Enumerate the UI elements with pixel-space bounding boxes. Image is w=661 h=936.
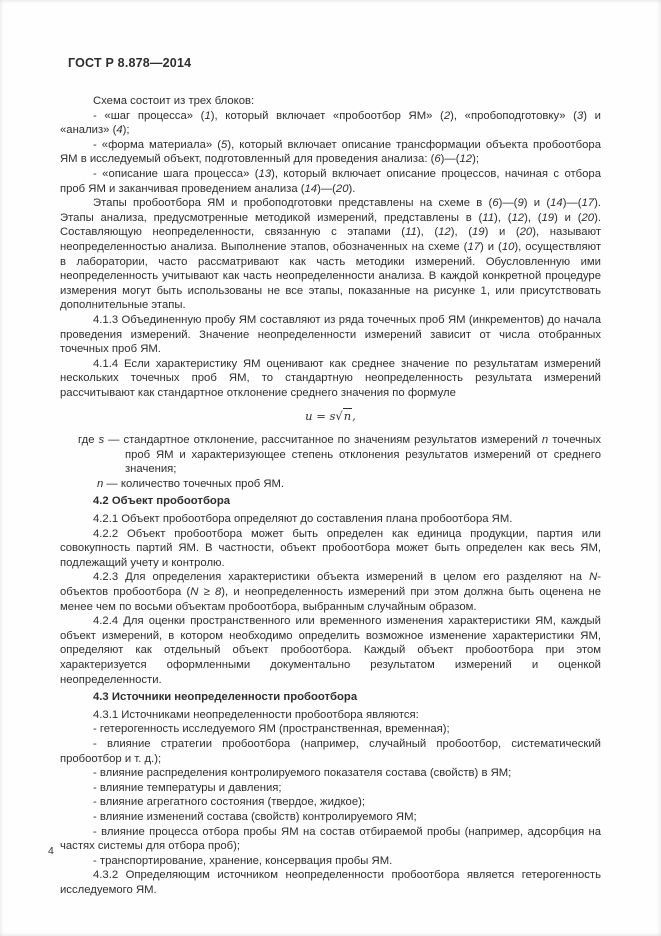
section-heading: 4.3 Источники неопределенности пробоотбора <box>93 691 358 704</box>
paragraph: - «форма материала» (5), который включает описание трансформации объекта пробоотбора ЯМ в исследуемый объект, подготовленный для проведения анализа: (6)—(12); <box>60 138 601 166</box>
paragraph: - влияние распределения контролируемого показателя состава (свойств) в ЯМ; <box>93 767 512 780</box>
paragraph: - влияние агрегатного состояния (твердое, жидкое); <box>93 796 366 809</box>
paragraph: 4.1.3 Объединенную пробу ЯМ составляют из ряда точечных проб ЯМ (инкрементов) до начала проведения измерений. Значение неопределенности измерений зависит от числа отобранных точечных проб ЯМ. <box>60 313 601 356</box>
paragraph: Схема состоит из трех блоков: <box>93 95 255 107</box>
paragraph: - «описание шага процесса» (13), который включает описание процессов, начиная с отбора проб ЯМ и заканчивая проведением анализа (14)—(20). <box>60 167 601 195</box>
paragraph: - влияние изменений состава (свойств) контролируемого ЯМ; <box>93 810 417 823</box>
section-heading: 4.2 Объект пробоотбора <box>93 495 231 508</box>
paragraph: 4.2.3 Для определения характеристики объекта измерений в целом его разделяют на N-объектов пробоотбора (N ≥ 8), и неопределенность измерений при этом должна быть оценена не менее чем по восьми объектам пробоотбора, выбранным случайным образом. <box>60 571 602 613</box>
document-body <box>60 94 601 897</box>
definition-item: где s — стандартное отклонение, рассчитанное по значениям результатов измерений n точечных проб ЯМ и характеризующее степень отклонения результатов измерений от среднего значения; <box>78 434 601 476</box>
paragraph: - гетерогенность исследуемого ЯМ (пространственная, временная); <box>93 723 450 736</box>
paragraph: 4.3.2 Определяющим источником неопределенности пробоотбора является гетерогенность исследуемого ЯМ. <box>60 869 601 896</box>
paragraph: 4.3.1 Источниками неопределенности пробоотбора являются: <box>93 708 419 721</box>
paragraph: 4.1.4 Если характеристику ЯМ оценивают как среднее значение по результатам измерений нескольких точечных проб ЯМ, то стандартную неопределенность результата измерений рассчитывают как стандартное отклонение среднего значения по формуле <box>60 357 601 399</box>
document-header: ГОСТ Р 8.878—2014 <box>68 56 192 70</box>
paragraph: 4.2.4 Для оценки пространственного или временного изменения характеристики ЯМ, каждый объект измерений, в котором необходимо определить возможное изменение характеристики ЯМ, определяют как отдельный объект пробоотбора. Каждый объект пробоотбора при этом характеризуется оформленными документально результатом измерений и оценкой неопределенности. <box>60 615 601 686</box>
paragraph: - влияние стратегии пробоотбора (например, случайный пробоотбор, систематический пробоотбор и т. д.); <box>60 737 601 765</box>
formula: u = s√n, <box>305 409 356 424</box>
paragraph: - влияние процесса отбора пробы ЯМ на состав отбираемой пробы (например, адсорбция на частях системы для отбора проб); <box>60 825 601 853</box>
paragraph: - влияние температуры и давления; <box>93 781 282 794</box>
paragraph: 4.2.1 Объект пробоотбора определяют до составления плана пробоотбора ЯМ. <box>93 513 513 526</box>
definition-item: n — количество точечных проб ЯМ. <box>97 477 285 490</box>
page-number: 4 <box>48 845 54 857</box>
paragraph: - «шаг процесса» (1), который включает «пробоотбор ЯМ» (2), «пробоподготовку» (3) и «анализ» (4); <box>60 109 601 137</box>
paragraph: 4.2.2 Объект пробоотбора может быть определен как единица продукции, партия или совокупность партий ЯМ. В частности, объект пробоотбора может быть определен как весь ЯМ, подлежащий учету и контролю. <box>60 527 601 569</box>
square-root-sign: √ <box>335 409 343 424</box>
paragraph: - транспортирование, хранение, консервация пробы ЯМ. <box>93 854 393 867</box>
paragraph: Этапы пробоотбора ЯМ и пробоподготовки представлены на схеме в (6)—(9) и (14)—(17). Этапы анализа, предусмотренные методикой измерений, представлены в (11), (12), (19) и (20). Составляющую неопределенности, связанную с этапами (11), (12), (19) и (20), называют неопределенностью анализа. Выполнение этапов, обозначенных на схеме (17) и (10), осуществляют в лаборатории, часто рассматривают как часть методики измерений. Обусловленную ими неопределенность учитывают как часть неопределенности анализа. В каждой конкретной процедуре измерения могут быть использованы не все этапы, показанные на рисунке 1, или присутствовать дополнительные этапы. <box>60 197 601 312</box>
